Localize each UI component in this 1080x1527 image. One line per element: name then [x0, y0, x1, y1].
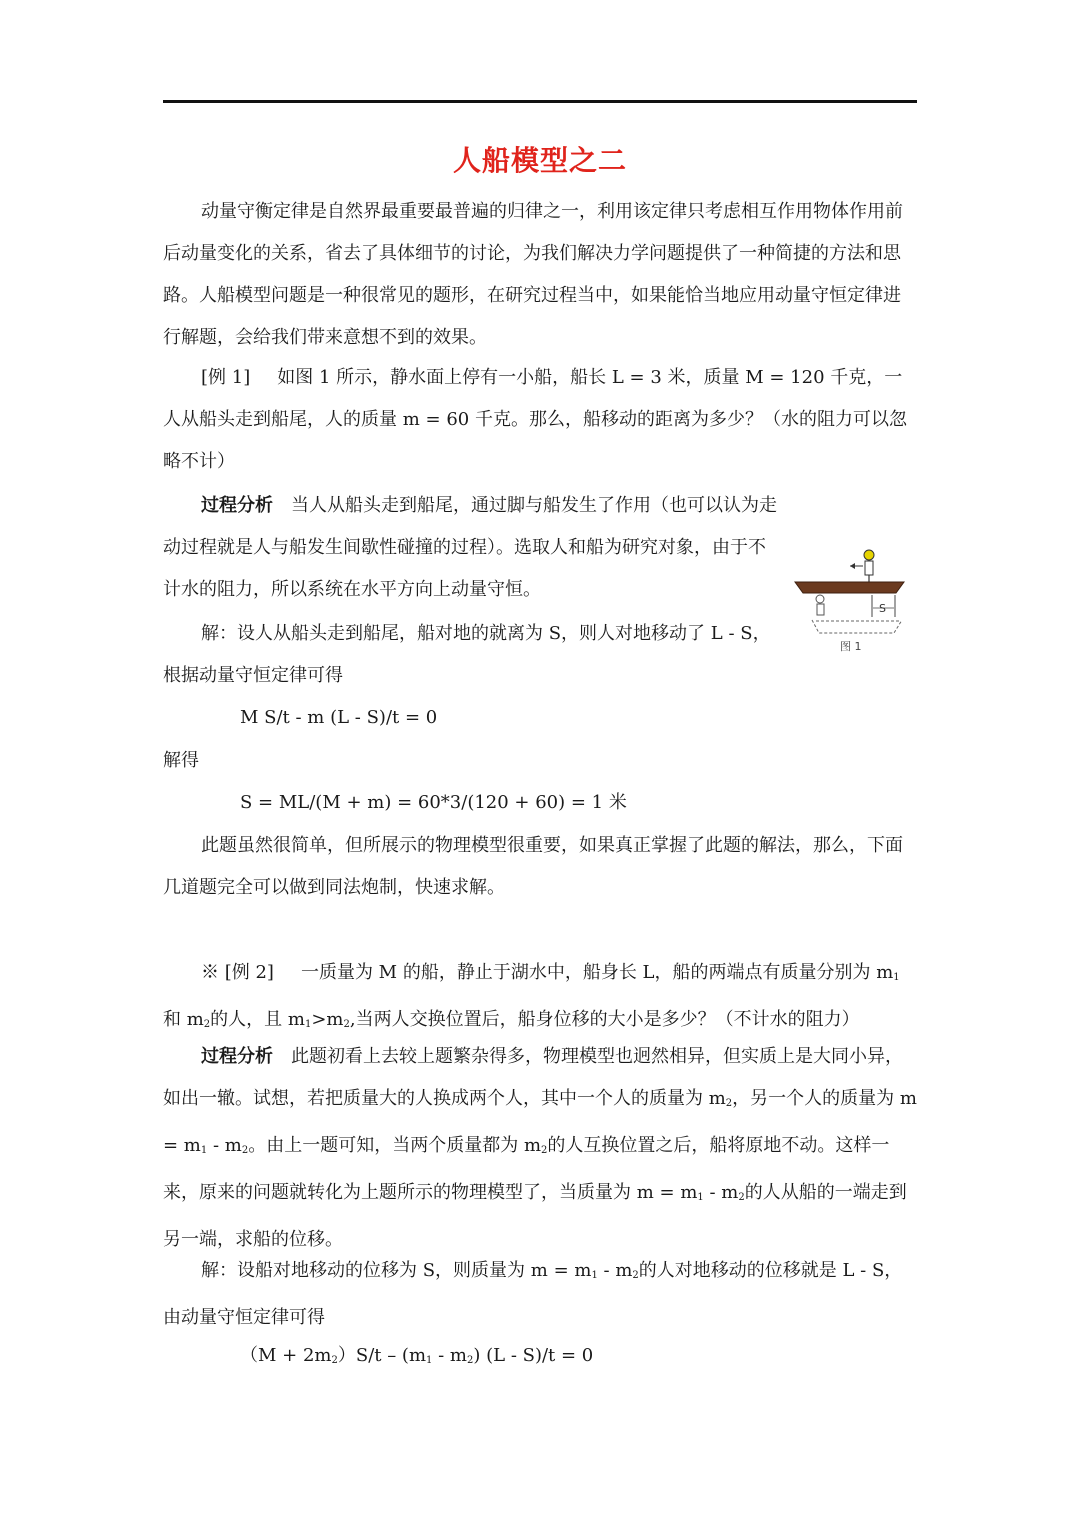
subscript: 1 [426, 1355, 433, 1366]
boat-hull [795, 582, 904, 593]
example-2-text: ,当两人交换位置后，船身位移的大小是多少？（不计水的阻力） [349, 1009, 860, 1030]
example-2-text: >m [311, 1009, 344, 1030]
equation-part: ) (L - S)/t = 0 [473, 1345, 594, 1366]
example-1-note: 此题虽然很简单，但所展示的物理模型很重要，如果真正掌握了此题的解法，那么，下面几道题完全可以做到同法炮制，快速求解。 [163, 835, 903, 898]
subscript: 2 [203, 1019, 211, 1030]
analysis-text: 的人互换位置之后，船将原地不动。这样一来，原来的问题就转化为上题所示的物理模型了，当质量为 m = m [163, 1135, 890, 1203]
example-2-label: ※ [例 2] [201, 962, 274, 983]
header-rule [163, 100, 917, 103]
analysis-text: 当人从船头走到船尾，通过脚与船发生了作用（也可以认为走动过程就是人与船发生间歇性碰撞的过程）。选取人和船为研究对象，由于不计水的阻力，所以系统在水平方向上动量守恒。 [163, 495, 777, 600]
figure-1-boat-diagram [790, 545, 910, 660]
equation-part: （M + 2m [240, 1345, 332, 1366]
subscript: 1 [893, 972, 900, 983]
analysis-text: 的人从船的一端走到另一端，求船的位移。 [163, 1182, 907, 1250]
equation-3 [240, 1335, 593, 1382]
solution-text: - m [597, 1260, 633, 1281]
figure-s-label: S [879, 602, 886, 615]
analysis-text: 此题初看上去较上题繁杂得多，物理模型也迥然相异，但实质上是大同小异，如出一辙。试想，若把质量大的人换成两个人，其中一个人的质量为 m [163, 1046, 903, 1109]
intro-paragraph: 动量守衡定律是自然界最重要最普遍的归律之一，利用该定律只考虑相互作用物体作用前后动量变化的关系，省去了具体细节的讨论，为我们解决力学问题提供了一种简捷的方法和思路。人船模型问题是一种很常见的题形，在研究过程当中，如果能恰当地应用动量守恒定律进行解题，会给我们带来意想不到的效果。 [163, 201, 903, 348]
subscript: 1 [304, 1019, 312, 1030]
equation-part: ）S/t – (m [337, 1345, 427, 1366]
analysis-label: 过程分析 [201, 1046, 273, 1067]
solution-text: 的人对地移动的位移就是 L - S，由动量守恒定律可得 [163, 1260, 903, 1328]
analysis-label: 过程分析 [201, 495, 273, 516]
subscript: 2 [467, 1355, 474, 1366]
subscript: 1 [697, 1192, 704, 1203]
equation-2: S = ML/(M + m) = 60*3/(120 + 60) = 1 米 [240, 792, 627, 813]
analysis-text: ，另一个人的质量为 m = m [163, 1088, 917, 1156]
example-2-text: 的人，且 m [210, 1009, 305, 1030]
subscript: 2 [343, 1019, 350, 1030]
example-1-solution: 解：设人从船头走到船尾，船对地的就离为 S，则人对地移动了 L - S，根据动量守恒定律可得 [163, 623, 771, 686]
subscript: 2 [331, 1355, 338, 1366]
subscript: 1 [591, 1270, 598, 1281]
example-2-text: 和 m [163, 1009, 204, 1030]
analysis-text: 。由上一题可知，当两个质量都为 m [248, 1135, 542, 1156]
example-2-analysis [163, 1036, 917, 1261]
equation-1: M S/t - m (L - S)/t = 0 [240, 707, 438, 728]
left-arrow-icon [850, 563, 863, 569]
person-outline-icon [816, 595, 824, 615]
solution-text: 解：设船对地移动的位移为 S，则质量为 m = m [201, 1260, 592, 1281]
analysis-text: - m [207, 1135, 242, 1156]
subscript: 2 [241, 1145, 249, 1156]
subscript: 2 [725, 1098, 733, 1109]
example-1-text: 如图 1 所示，静水面上停有一小船，船长 L = 3 米，质量 M = 120 千克，一人从船头走到船尾，人的质量 m = 60 千克。那么，船移动的距离为多少？（水的阻力可以忽略不计） [163, 367, 907, 472]
figure-caption: 图 1 [840, 640, 862, 653]
example-1-statement [163, 357, 917, 483]
example-1-analysis [163, 485, 783, 611]
person-icon [864, 550, 874, 582]
example-2-solution [163, 1250, 917, 1339]
solved-label: 解得 [163, 750, 199, 771]
example-1-label: [例 1] [201, 367, 251, 388]
equation-part: - m [432, 1345, 467, 1366]
subscript: 2 [632, 1270, 639, 1281]
boat-outline-dashed [812, 620, 902, 633]
subscript: 1 [200, 1145, 208, 1156]
analysis-text: - m [703, 1182, 739, 1203]
example-2-text: 一质量为 M 的船，静止于湖水中，船身长 L，船的两端点有质量分别为 m [300, 962, 894, 983]
subscript: 2 [541, 1145, 548, 1156]
example-2-statement [163, 952, 917, 1046]
subscript: 2 [738, 1192, 745, 1203]
page-title: 人船模型之二 [452, 144, 627, 177]
